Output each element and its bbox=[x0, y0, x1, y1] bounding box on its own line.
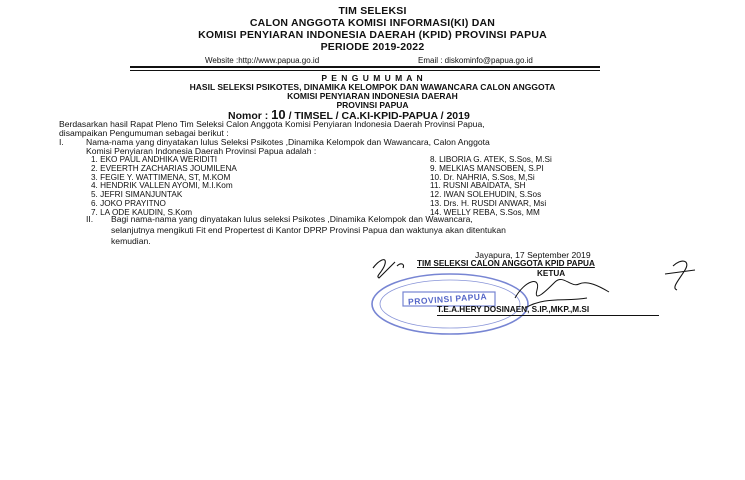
header-line-3: KOMISI PENYIARAN INDONESIA DAERAH (KPID) PROVINSI PAPUA bbox=[198, 29, 547, 41]
candidates-right-list bbox=[430, 156, 552, 218]
item-1-line-2: Komisi Penyiaran Indonesia Daerah Provinsi Papua adalah : bbox=[86, 146, 317, 156]
announcement-title-1: HASIL SELEKSI PSIKOTES, DINAMIKA KELOMPOK DAN WAWANCARA CALON ANGGOTA bbox=[189, 82, 556, 92]
signature-role: KETUA bbox=[537, 269, 566, 278]
announcement-label: P E N G U M U M A N bbox=[321, 73, 424, 83]
list-item: 12. IWAN SOLEHUDIN, S.Sos bbox=[430, 190, 542, 200]
website-text: Website :http://www.papua.go.id bbox=[205, 56, 320, 65]
list-item: 10. Dr. NAHRIA, S.Sos, M,Si bbox=[430, 172, 535, 182]
header-line-1: TIM SELEKSI bbox=[338, 5, 407, 17]
list-item: 2. EVEERTH ZACHARIAS JOUMILENA bbox=[91, 163, 237, 173]
list-item: 9. MELKIAS MANSOBEN, S.PI bbox=[430, 163, 544, 173]
header-rule-thin bbox=[130, 70, 600, 71]
signatory-name: T.E.A.HERY DOSINAEN, S.IP.,MKP.,M.SI bbox=[437, 305, 590, 314]
list-item: 11. RUSNI ABAIDATA, SH bbox=[430, 181, 526, 191]
list-item: 8. LIBORIA G. ATEK, S.Sos, M.Si bbox=[430, 155, 552, 164]
item-1-line-1: Nama-nama yang dinyatakan lulus Seleksi Psikotes ,Dinamika Kelompok dan Wawancara, Calon Anggota bbox=[86, 137, 490, 147]
list-item: 14. WELLY REBA, S.Sos, MM bbox=[430, 207, 540, 217]
item-1-number: I. bbox=[59, 137, 64, 147]
list-item: 1. EKO PAUL ANDHIKA WERIDITI bbox=[91, 155, 218, 164]
header-line-2: CALON ANGGOTA KOMISI INFORMASI(KI) DAN bbox=[249, 17, 496, 29]
item-2-line-2: selanjutnya mengikuti Fit end Propertest di Kantor DPRP Provinsi Papua dan waktunya akan ditentukan bbox=[111, 225, 506, 235]
email-text: Email : diskominfo@papua.go.id bbox=[418, 56, 533, 65]
header-line-4: PERIODE 2019-2022 bbox=[320, 41, 425, 53]
announcement-title-2: KOMISI PENYIARAN INDONESIA DAERAH bbox=[287, 91, 458, 101]
list-item: 4. HENDRIK VALLEN AYOMI, M.I.Kom bbox=[91, 181, 233, 191]
nomor-rest: / TIMSEL / CA.KI-KPID-PAPUA / 2019 bbox=[288, 110, 470, 122]
nomor-number: 10 bbox=[271, 107, 286, 122]
list-item: 3. FEGIE Y. WATTIMENA, ST, M.KOM bbox=[91, 172, 231, 182]
list-item: 6. JOKO PRAYITNO bbox=[91, 198, 166, 208]
intro-line-1: Berdasarkan hasil Rapat Pleno Tim Seleksi Calon Anggota Komisi Penyiaran Indonesia Daerah Provinsi Papua, bbox=[59, 119, 485, 129]
intro-line-2: disampaikan Pengumuman sebagai berikut : bbox=[59, 128, 229, 138]
place-date: Jayapura, 17 September 2019 bbox=[475, 250, 591, 260]
candidates-left-list bbox=[91, 156, 237, 218]
list-item: 5. JEFRI SIMANJUNTAK bbox=[91, 190, 183, 200]
signatory-underline bbox=[437, 315, 659, 316]
announcement-title-3: PROVINSI PAPUA bbox=[336, 100, 409, 110]
item-2-line-1: Bagi nama-nama yang dinyatakan lulus seleksi Psikotes ,Dinamika Kelompok dan Wawancara, bbox=[111, 214, 473, 224]
header-rule-thick bbox=[130, 66, 600, 68]
list-item: 13. Drs. H. RUSDI ANWAR, Msi bbox=[430, 198, 547, 208]
nomor-label: Nomor : bbox=[228, 110, 269, 122]
item-2-number: II. bbox=[86, 214, 94, 224]
item-2-line-3: kemudian. bbox=[111, 236, 151, 246]
stamp-text: PROVINSI PAPUA bbox=[407, 291, 488, 307]
list-item: 7. LA ODE KAUDIN, S.Kom bbox=[91, 207, 193, 217]
signature-org: TIM SELEKSI CALON ANGGOTA KPID PAPUA bbox=[417, 259, 595, 268]
